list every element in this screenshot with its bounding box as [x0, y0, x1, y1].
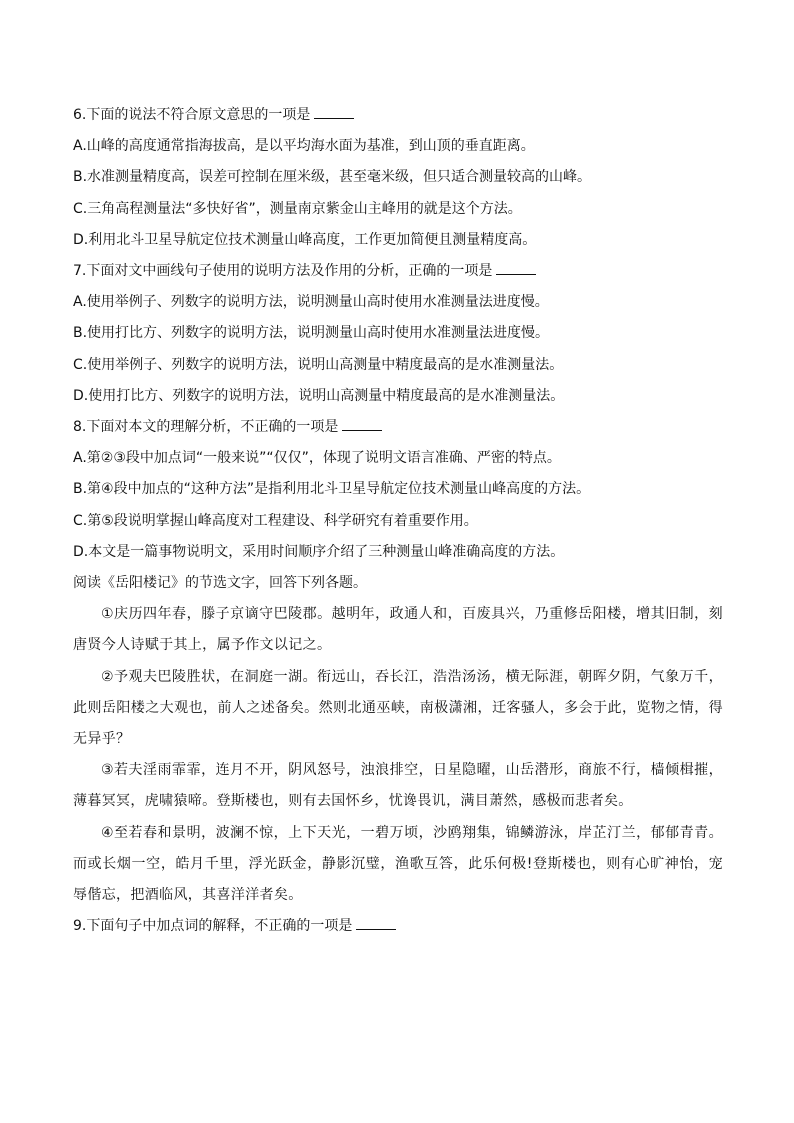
- question-8-stem: 8.下面对本文的理解分析，不正确的一项是: [73, 412, 723, 443]
- answer-blank[interactable]: [342, 418, 382, 431]
- reading-paragraph-2: ②予观夫巴陵胜状，在洞庭一湖。衔远山，吞长江，浩浩汤汤，横无际涯，朝晖夕阴，气象万千，此则岳阳楼之大观也，前人之述备矣。然则北通巫峡，南极潇湘，迁客骚人，多会于此，览物之情，得无异乎？: [73, 668, 723, 748]
- question-7-option-b: B.使用打比方、列数字的说明方法，说明测量山高时使用水准测量法进度慢。: [73, 325, 550, 342]
- question-6-option-d: D.利用北斗卫星导航定位技术测量山峰高度，工作更加简便且测量精度高。: [73, 231, 537, 248]
- question-8-option-d: D.本文是一篇事物说明文，采用时间顺序介绍了三种测量山峰准确高度的方法。: [73, 543, 565, 560]
- answer-blank[interactable]: [314, 106, 354, 119]
- question-6-option-a: A.山峰的高度通常指海拔高，是以平均海水面为基准，到山顶的垂直距离。: [73, 138, 535, 155]
- reading-paragraph-4: ④至若春和景明，波澜不惊，上下天光，一碧万顷，沙鸥翔集，锦鳞游泳，岸芷汀兰，郁郁青青。而或长烟一空，皓月千里，浮光跃金，静影沉璧，渔歌互答，此乐何极!登斯楼也，则有心旷神怡，宠辱偕忘，把酒临风，其喜洋洋者矣。: [73, 824, 723, 904]
- answer-blank[interactable]: [356, 917, 396, 930]
- exam-page: [73, 100, 723, 942]
- question-7-option-d: D.使用打比方、列数字的说明方法，说明山高测量中精度最高的是水准测量法。: [73, 387, 565, 404]
- question-6-option-c: C.三角高程测量法“多快好省”，测量南京紫金山主峰用的就是这个方法。: [73, 200, 522, 217]
- question-6-stem: 6.下面的说法不符合原文意思的一项是: [73, 100, 723, 131]
- reading-intro: 阅读《岳阳楼记》的节选文字，回答下列各题。: [73, 575, 367, 592]
- question-6-option-b: B.水准测量精度高，误差可控制在厘米级，甚至毫米级，但只适合测量较高的山峰。: [73, 169, 592, 186]
- answer-blank[interactable]: [496, 262, 536, 275]
- question-9-stem: 9.下面句子中加点词的解释，不正确的一项是: [73, 911, 723, 942]
- question-8-option-b: B.第④段中加点的“这种方法”是指利用北斗卫星导航定位技术测量山峰高度的方法。: [73, 481, 591, 498]
- question-7-option-a: A.使用举例子、列数字的说明方法，说明测量山高时使用水准测量法进度慢。: [73, 294, 549, 311]
- reading-paragraph-1: ①庆历四年春，滕子京谪守巴陵郡。越明年，政通人和，百废具兴，乃重修岳阳楼，增其旧制，刻唐贤今人诗赋于其上，属予作文以记之。: [73, 606, 723, 654]
- question-7-stem: 7.下面对文中画线句子使用的说明方法及作用的分析，正确的一项是: [73, 256, 723, 287]
- reading-paragraph-3: ③若夫淫雨霏霏，连月不开，阴风怒号，浊浪排空，日星隐曜，山岳潜形，商旅不行，樯倾楫摧，薄暮冥冥，虎啸猿啼。登斯楼也，则有去国怀乡，忧谗畏讥，满目萧然，感极而悲者矣。: [73, 762, 723, 810]
- question-8-option-a: A.第②③段中加点词“一般来说”“仅仅”，体现了说明文语言准确、严密的特点。: [73, 450, 561, 467]
- question-7-option-c: C.使用举例子、列数字的说明方法，说明山高测量中精度最高的是水准测量法。: [73, 356, 564, 373]
- question-8-option-c: C.第⑤段说明掌握山峰高度对工程建设、科学研究有着重要作用。: [73, 512, 478, 529]
